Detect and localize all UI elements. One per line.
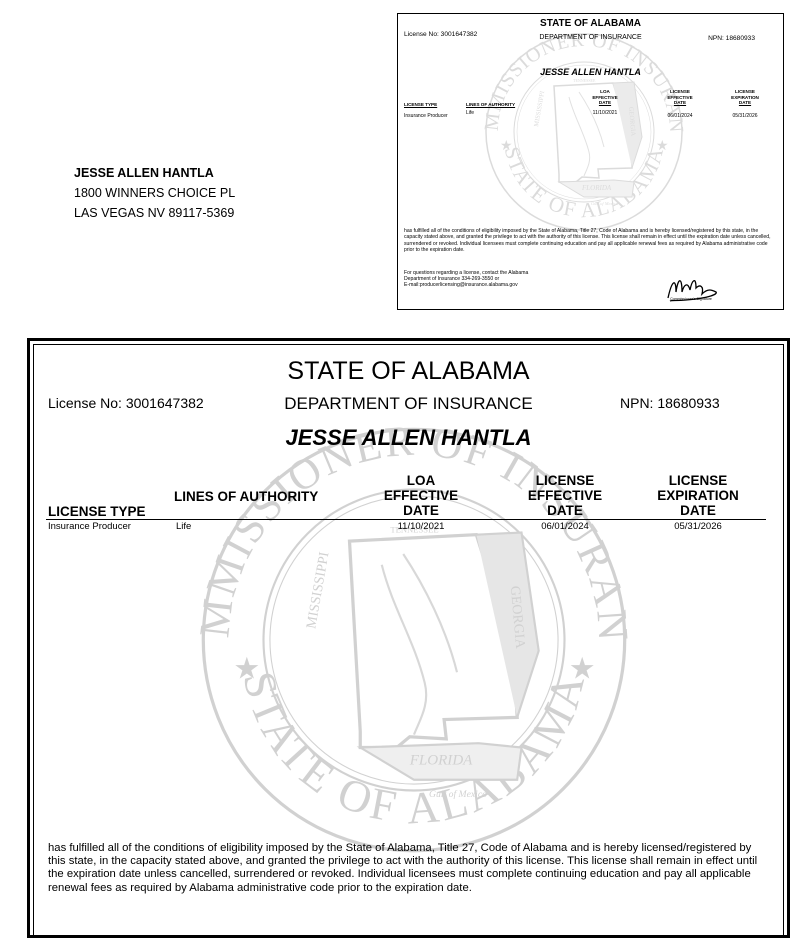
row-license-effective-date: 06/01/2024	[541, 521, 589, 532]
license-card	[397, 13, 784, 310]
header-license-type: LICENSE TYPE	[48, 504, 146, 519]
card-contact-info: For questions regarding a license, contact the Alabama Department of Insurance 334-269-3550 or E-mail:producerlicensing@insurance.alabama.gov	[404, 270, 529, 289]
card-line-of-authority: Life	[466, 110, 475, 116]
address-line-1: 1800 WINNERS CHOICE PL	[74, 186, 236, 200]
license-certificate	[27, 338, 790, 938]
row-license-type: Insurance Producer	[48, 521, 131, 532]
certificate-department: DEPARTMENT OF INSURANCE	[284, 394, 533, 413]
card-fine-print: has fulfilled all of the conditions of eligibility imposed by the State of Alabama, Title 27, Code of Alabama and is hereby licensed/registered by this state, in the capacity stated above, and granted the privilege to act with the authority of this license. This license shall remain in effect until the expiration date unless cancelled, surrendered or revoked. Individual licensees must complete continuing education and pay all applicable renewal fees as required by Alabama administrative code prior to the expiration date.	[404, 228, 771, 253]
certificate-holder-name: JESSE ALLEN HANTLA	[285, 425, 532, 450]
state-seal-watermark	[484, 32, 684, 232]
header-license-effective-date: LICENSE EFFECTIVE DATE	[527, 473, 603, 518]
header-rule	[46, 519, 766, 520]
card-header-lines-of-authority: LINES OF AUTHORITY	[466, 102, 516, 107]
address-line-2: LAS VEGAS NV 89117-5369	[74, 206, 235, 220]
row-loa-effective-date: 11/10/2021	[397, 521, 445, 532]
card-license-number: License No: 3001647382	[404, 31, 478, 38]
card-header-license-expiration: LICENSE EXPIRATION DATE	[731, 89, 759, 105]
card-header-loa-effective: LOA EFFECTIVE DATE	[592, 89, 618, 105]
recipient-name: JESSE ALLEN HANTLA	[74, 166, 214, 180]
card-state-title: STATE OF ALABAMA	[540, 18, 641, 29]
row-expiration-date: 05/31/2026	[674, 521, 722, 532]
row-line-of-authority: Life	[176, 521, 192, 532]
header-lines-of-authority: LINES OF AUTHORITY	[174, 489, 319, 504]
card-header-license-type: LICENSE TYPE	[404, 102, 438, 107]
card-npn: NPN: 18680933	[708, 35, 755, 42]
mailing-address	[74, 163, 235, 223]
header-license-expiration-date: LICENSE EXPIRATION DATE	[657, 473, 739, 518]
card-license-effective-date: 06/01/2024	[667, 113, 693, 119]
card-header-license-effective: LICENSE EFFECTIVE DATE	[667, 89, 693, 105]
certificate-state-title: STATE OF ALABAMA	[287, 357, 530, 385]
certificate-fine-print: has fulfilled all of the conditions of eligibility imposed by the State of Alabama, Title 27, Code of Alabama and is hereby licensed/registered by this state, in the capacity stated above, and granted the privilege to act with the authority of this license. This license shall remain in effect until the expiration date unless cancelled, surrendered or revoked. Individual licensees must complete continuing education and pay all applicable renewal fees as required by Alabama administrative code prior to the expiration date.	[48, 842, 758, 894]
certificate-license-number: License No: 3001647382	[48, 395, 204, 411]
header-loa-effective-date: LOA EFFECTIVE DATE	[383, 473, 459, 518]
card-department: DEPARTMENT OF INSURANCE	[539, 34, 642, 41]
certificate-npn: NPN: 18680933	[620, 395, 720, 411]
card-license-type: Insurance Producer	[404, 113, 448, 119]
card-holder-name: JESSE ALLEN HANTLA	[540, 67, 641, 77]
card-expiration-date: 05/31/2026	[732, 113, 758, 119]
card-loa-effective-date: 11/10/2021	[592, 110, 618, 116]
certificate-inner-border	[33, 344, 784, 935]
signature-caption: Commissioner's Signature	[670, 297, 712, 301]
